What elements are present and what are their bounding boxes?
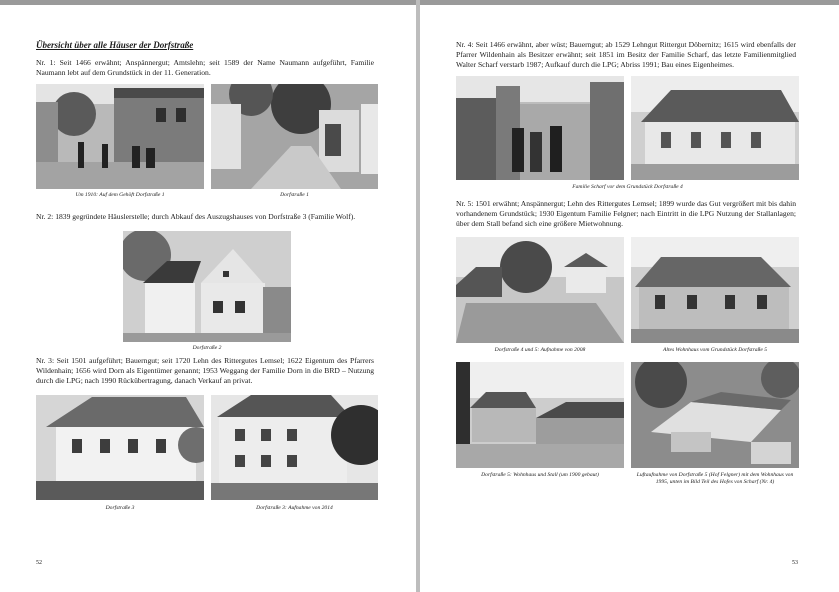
photo-familie-scharf — [456, 76, 624, 180]
photo-dorfstrasse-3 — [36, 395, 204, 500]
photo-luftaufnahme-5 — [631, 362, 799, 468]
caption-5a: Dorfstraße 4 und 5: Aufnahme von 2008 — [494, 347, 586, 353]
photo-altes-wohnhaus-5 — [631, 237, 799, 343]
caption-3a: Dorfstraße 3 — [105, 505, 135, 511]
paragraph-nr1: Nr. 1: Seit 1466 erwähnt; Anspännergut; Amtslehn; seit 1589 der Name Naumann aufgeführt, Familie Naumann lebt auf dem Grundstück in der 11. Generation. — [36, 58, 374, 78]
caption-2: Dorfstraße 2 — [192, 345, 222, 351]
caption-3b: Dorfstraße 3: Aufnahme von 2014 — [256, 505, 333, 511]
photo-dorfstrasse-4-5-2008 — [456, 237, 624, 343]
paragraph-nr5: Nr. 5: 1501 erwähnt; Anspännergut; Lehn des Rittergutes Lemsel; 1899 wurde das Gut vergrößert mit bis dahin vorhandenem Grundstück; 1930 Eigentum Familie Felgner; nach Eintritt in die LPG Nutzung der Stallanlagen; über dem Stall befand sich eine größere Mietwohnung. — [456, 199, 796, 229]
top-bar — [420, 0, 839, 5]
top-bar — [0, 0, 416, 5]
caption-1b: Dorfstraße 1 — [280, 192, 309, 198]
caption-5b: Altes Wohnhaus vom Grundstück Dorfstraße 5 — [662, 347, 768, 353]
right-page — [420, 0, 839, 592]
page-number-right: 53 — [792, 560, 798, 566]
photo-dorfstrasse-4-house — [631, 76, 799, 180]
photo-dorfstrasse-3-2014 — [211, 395, 378, 500]
page-number-left: 52 — [36, 560, 42, 566]
photo-dorfstrasse-2 — [123, 231, 291, 342]
section-heading: Übersicht über alle Häuser der Dorfstraße — [36, 40, 194, 50]
paragraph-nr2: Nr. 2: 1839 gegründete Häuslerstelle; durch Abkauf des Auszugshauses von Dorfstraße 3 (Familie Wolf). — [36, 212, 356, 221]
paragraph-nr4: Nr. 4: Seit 1466 erwähnt, aber wüst; Bauerngut; ab 1529 Lehngut Rittergut Döbernitz; 1615 wird ebenfalls der Pfarrer Wildenhain als Besitzer erwähnt; seit 1851 im Besitz der Familie Scharf, das letzte Familienmitglied Walter Scharf verstarb 1987; Aufkauf durch die LPG; Abriss 1991; Bau eines Eigenheimes. — [456, 40, 796, 70]
photo-dorfstrasse-1-1910 — [36, 84, 204, 189]
left-page — [0, 0, 416, 592]
photo-wohnhaus-und-stall — [456, 362, 624, 468]
caption-5d: Luftaufnahme von Dorfstraße 5 (Hof Felgner) mit dem Wohnhaus von 1995, unten im Bild Teil des Hofes von Scharf (Nr. 4) — [636, 472, 794, 485]
caption-5c: Dorfstraße 5: Wohnhaus und Stall (um 1900 gebaut) — [481, 472, 599, 478]
paragraph-nr3: Nr. 3: Seit 1501 aufgeführt; Bauerngut; seit 1720 Lehn des Rittergutes Lemsel; 1622 Eigentum des Pfarrers Wildenhain; 1656 wird Dorn als Eigentümer genannt; 1953 Weggang der Familie Dorn in die BRD – Nutzung durch die LPG; nach 1990 Rückübertragung, danach Verkauf an privat. — [36, 356, 374, 386]
caption-1a: Um 1910: Auf dem Gehöft Dorfstraße 1 — [75, 192, 165, 198]
photo-dorfstrasse-1 — [211, 84, 378, 189]
caption-4: Familie Scharf vor dem Grundstück Dorfstraße 4 — [572, 184, 683, 190]
